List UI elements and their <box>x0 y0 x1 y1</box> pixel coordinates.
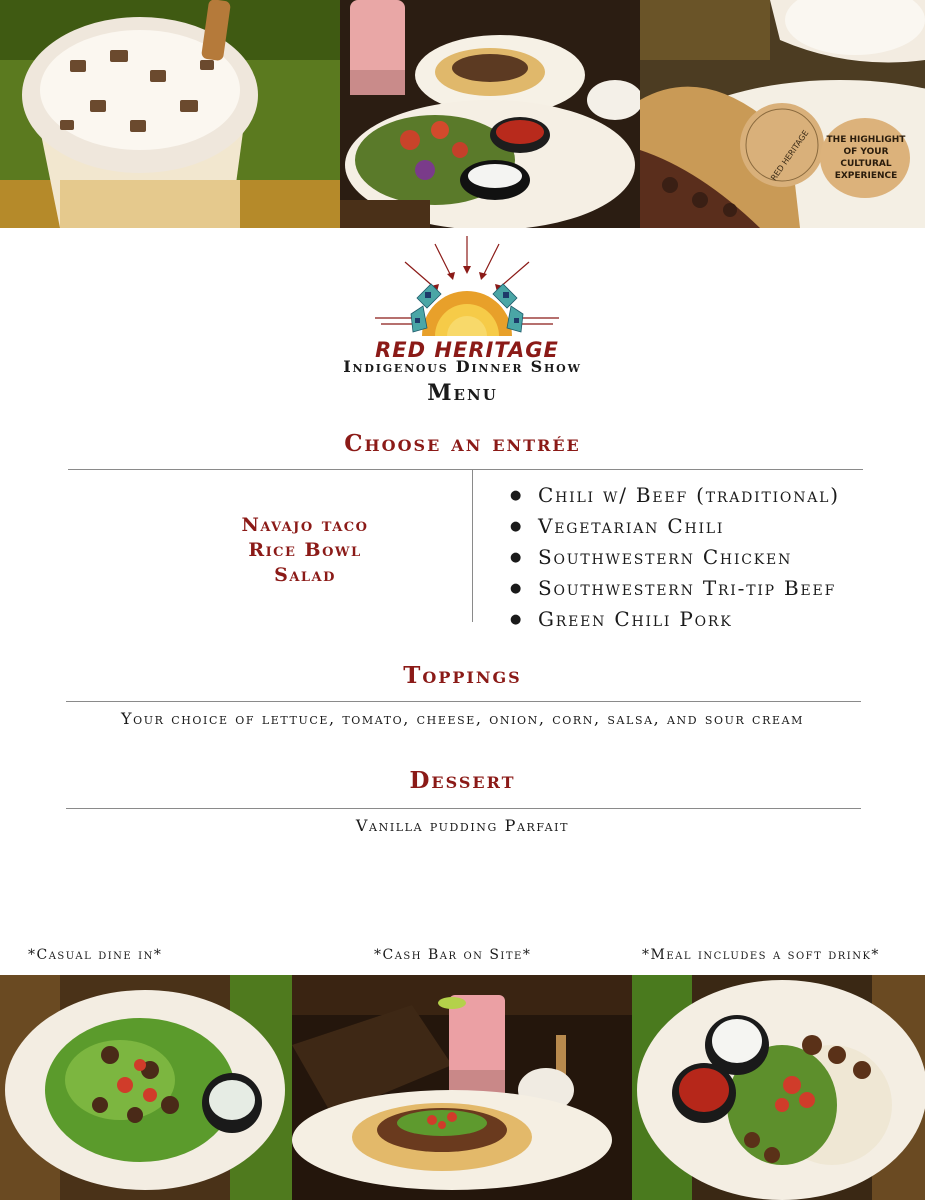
toppings-divider <box>66 701 861 702</box>
filling-item: ● Vegetarian Chili <box>510 511 840 542</box>
coin-line-1: THE HIGHLIGHT <box>826 135 906 145</box>
dessert-heading: Dessert <box>409 767 516 794</box>
photo-rice-bowl-bottom <box>632 975 925 1200</box>
photo-taco-bottom <box>292 975 632 1200</box>
base-item: Navajo taco <box>241 514 369 536</box>
base-item: Rice Bowl <box>248 539 362 561</box>
filling-item: ● Chili w/ Beef (traditional) <box>510 480 840 511</box>
toppings-text: Your choice of lettuce, tomato, cheese, onion, corn, salsa, and sour cream <box>120 709 804 728</box>
entree-bases <box>170 513 440 588</box>
coin-line-4: EXPERIENCE <box>834 171 898 181</box>
note-dine-in: *Casual dine in* <box>28 947 163 963</box>
coin-line-3: CULTURAL <box>840 159 892 169</box>
logo-brand: RED HERITAGE <box>375 338 559 361</box>
filling-item: ● Green Chili Pork <box>510 604 840 635</box>
filling-item: ● Southwestern Chicken <box>510 542 840 573</box>
note-soft-drink: *Meal includes a soft drink* <box>642 947 880 963</box>
base-item: Salad <box>274 564 336 586</box>
entree-fillings <box>510 480 840 635</box>
photo-salad-bottom <box>0 975 292 1200</box>
toppings-heading: Toppings <box>403 662 522 689</box>
note-cash-bar: *Cash Bar on Site* <box>374 947 532 963</box>
menu-title: Menu <box>427 380 498 406</box>
entree-column-divider <box>472 470 473 622</box>
logo <box>367 236 567 361</box>
filling-item: ● Southwestern Tri-tip Beef <box>510 573 840 604</box>
coin-line-2: OF YOUR <box>843 147 889 157</box>
photo-plates-top <box>340 0 640 228</box>
logo-subtitle: Indigenous Dinner Show <box>343 357 582 376</box>
entree-heading: Choose an entrée <box>344 430 581 457</box>
photo-coin-top <box>640 0 925 228</box>
dessert-divider <box>66 808 861 809</box>
dessert-text: Vanilla pudding Parfait <box>355 816 570 835</box>
coin-brand: RED HERITAGE <box>769 128 811 183</box>
photo-parfait-top <box>0 0 340 228</box>
entree-divider <box>68 469 863 470</box>
